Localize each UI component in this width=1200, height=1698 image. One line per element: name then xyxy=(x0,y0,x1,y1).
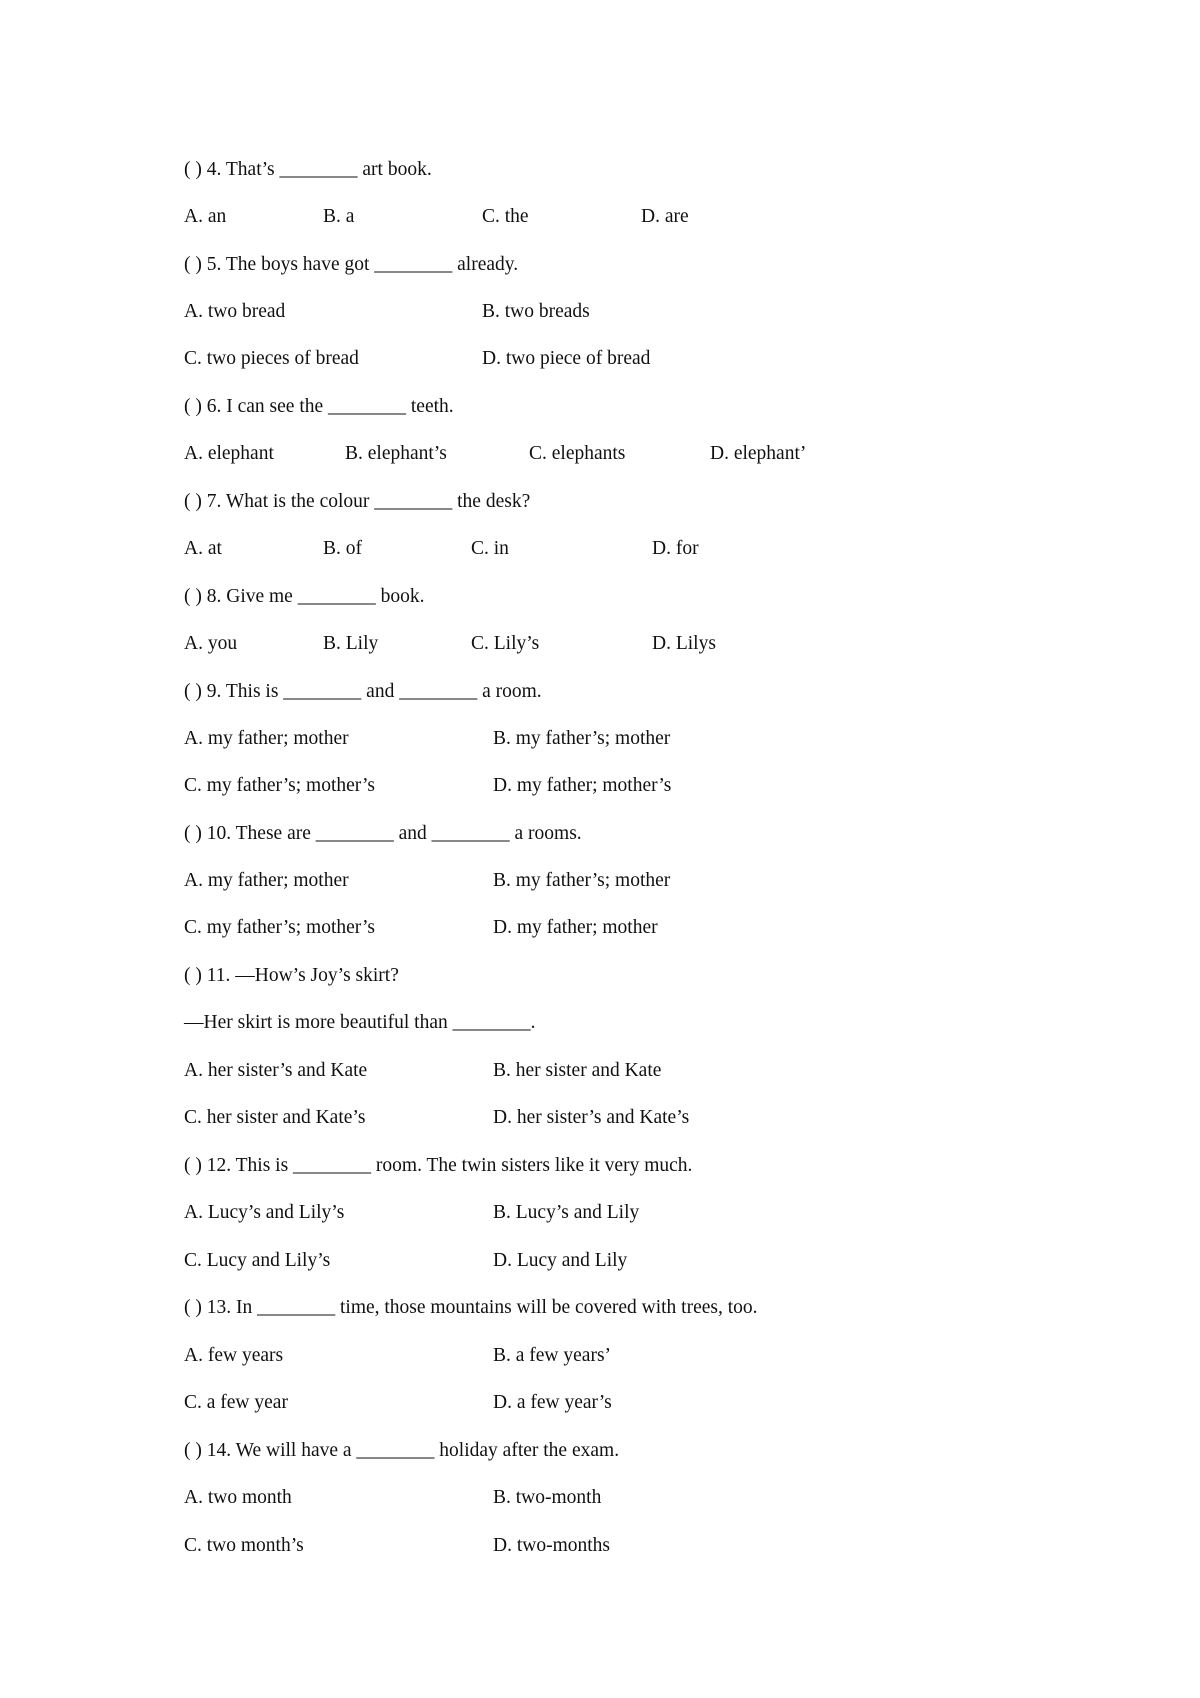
q4-option-d: D. are xyxy=(641,206,689,227)
q11-option-b: B. her sister and Kate xyxy=(493,1060,662,1081)
q9-option-a: A. my father; mother xyxy=(184,728,349,749)
q6-option-c: C. elephants xyxy=(529,443,626,464)
q13-option-c: C. a few year xyxy=(184,1392,288,1413)
q10-option-d: D. my father; mother xyxy=(493,917,658,938)
question-13-stem: ( ) 13. In ________ time, those mountains will be covered with trees, too. xyxy=(184,1297,758,1318)
q6-option-a: A. elephant xyxy=(184,443,274,464)
q12-option-b: B. Lucy’s and Lily xyxy=(493,1202,640,1223)
question-6-stem: ( ) 6. I can see the ________ teeth. xyxy=(184,396,454,417)
question-11-stem: ( ) 11. —How’s Joy’s skirt? xyxy=(184,965,399,986)
q9-option-b: B. my father’s; mother xyxy=(493,728,671,749)
q10-option-a: A. my father; mother xyxy=(184,870,349,891)
q13-option-d: D. a few year’s xyxy=(493,1392,612,1413)
q4-option-a: A. an xyxy=(184,206,227,227)
q11-option-c: C. her sister and Kate’s xyxy=(184,1107,366,1128)
q8-option-c: C. Lily’s xyxy=(471,633,540,654)
q5-option-b: B. two breads xyxy=(482,301,590,322)
q12-option-a: A. Lucy’s and Lily’s xyxy=(184,1202,345,1223)
q10-option-b: B. my father’s; mother xyxy=(493,870,671,891)
q13-option-b: B. a few years’ xyxy=(493,1345,612,1366)
q7-option-d: D. for xyxy=(652,538,699,559)
q8-option-d: D. Lilys xyxy=(652,633,716,654)
q12-option-d: D. Lucy and Lily xyxy=(493,1250,628,1271)
question-8-stem: ( ) 8. Give me ________ book. xyxy=(184,586,425,607)
q11-option-a: A. her sister’s and Kate xyxy=(184,1060,368,1081)
q5-option-a: A. two bread xyxy=(184,301,286,322)
q6-option-b: B. elephant’s xyxy=(345,443,447,464)
q14-option-d: D. two-months xyxy=(493,1535,610,1556)
q14-option-a: A. two month xyxy=(184,1487,292,1508)
q9-option-d: D. my father; mother’s xyxy=(493,775,672,796)
q7-option-a: A. at xyxy=(184,538,222,559)
q10-option-c: C. my father’s; mother’s xyxy=(184,917,376,938)
question-9-stem: ( ) 9. This is ________ and ________ a room. xyxy=(184,681,542,702)
q5-option-c: C. two pieces of bread xyxy=(184,348,359,369)
question-7-stem: ( ) 7. What is the colour ________ the desk? xyxy=(184,491,531,512)
question-11-stem-continued: —Her skirt is more beautiful than ________. xyxy=(184,1012,536,1033)
question-10-stem: ( ) 10. These are ________ and ________ a rooms. xyxy=(184,823,582,844)
question-14-stem: ( ) 14. We will have a ________ holiday after the exam. xyxy=(184,1440,620,1461)
question-5-stem: ( ) 5. The boys have got ________ already. xyxy=(184,254,519,275)
q4-option-c: C. the xyxy=(482,206,529,227)
question-12-stem: ( ) 12. This is ________ room. The twin sisters like it very much. xyxy=(184,1155,693,1176)
q6-option-d: D. elephant’ xyxy=(710,443,807,464)
q8-option-a: A. you xyxy=(184,633,238,654)
q7-option-c: C. in xyxy=(471,538,509,559)
q4-option-b: B. a xyxy=(323,206,355,227)
q5-option-d: D. two piece of bread xyxy=(482,348,651,369)
q9-option-c: C. my father’s; mother’s xyxy=(184,775,376,796)
q7-option-b: B. of xyxy=(323,538,362,559)
q11-option-d: D. her sister’s and Kate’s xyxy=(493,1107,690,1128)
question-4-stem: ( ) 4. That’s ________ art book. xyxy=(184,159,432,180)
q12-option-c: C. Lucy and Lily’s xyxy=(184,1250,331,1271)
q8-option-b: B. Lily xyxy=(323,633,379,654)
q13-option-a: A. few years xyxy=(184,1345,284,1366)
q14-option-b: B. two-month xyxy=(493,1487,602,1508)
q14-option-c: C. two month’s xyxy=(184,1535,304,1556)
